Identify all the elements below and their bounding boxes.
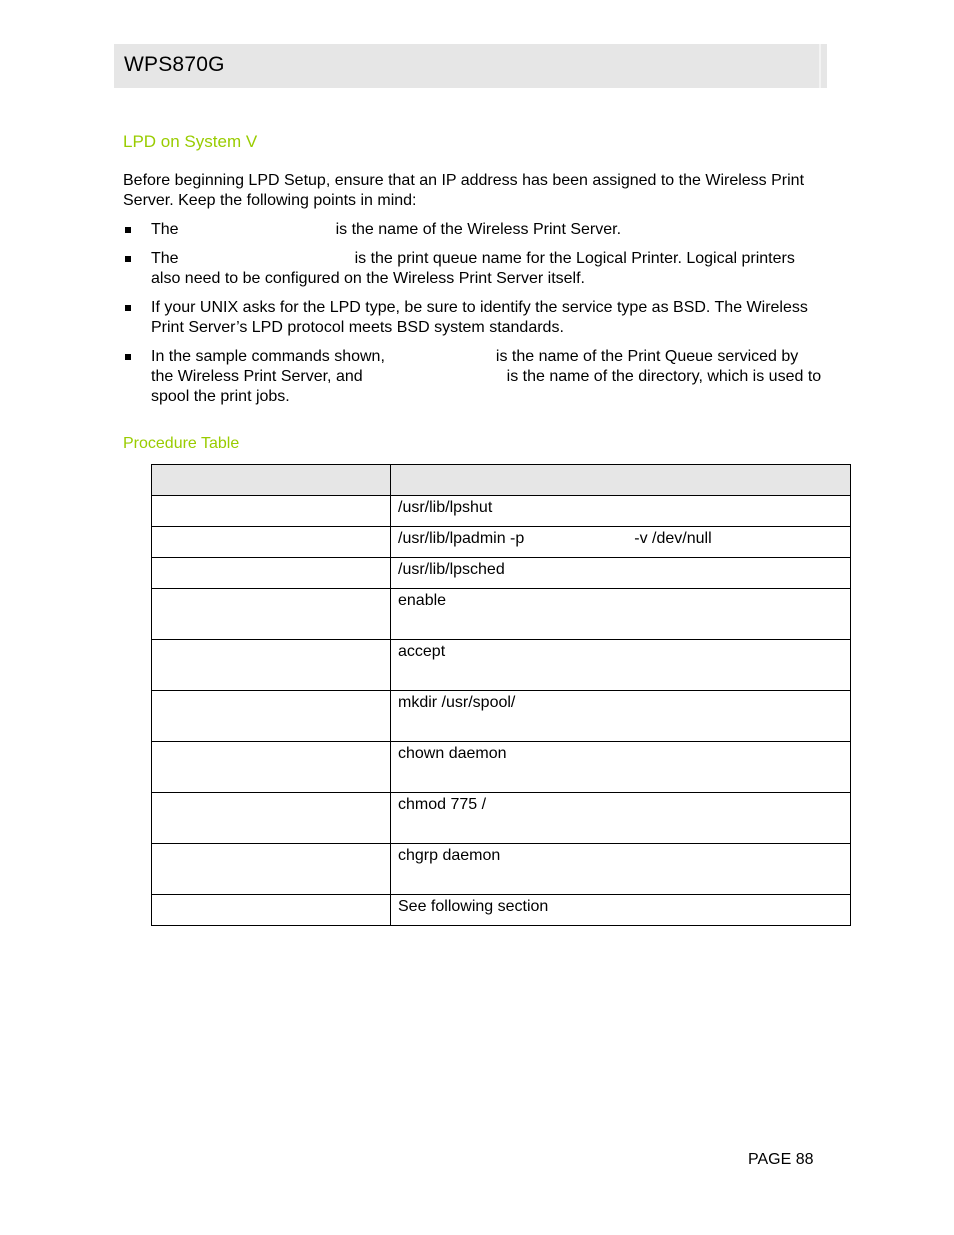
procedure-table [151, 464, 851, 926]
command-cell: /usr/lib/lpsched [391, 558, 851, 589]
table-row [152, 496, 851, 527]
list-item: The is the name of the Wireless Print Server. [123, 220, 823, 240]
command-cell: /usr/lib/lpadmin -p -v /dev/null [391, 527, 851, 558]
step-cell [152, 558, 391, 589]
table-row [152, 742, 851, 793]
command-cell: chmod 775 / [391, 793, 851, 844]
table-row [152, 691, 851, 742]
points-list [123, 220, 823, 416]
list-item: If your UNIX asks for the LPD type, be sure to identify the service type as BSD. The Wireless Print Server’s LPD protocol meets BSD system standards. [123, 298, 823, 338]
bullet-icon [125, 354, 131, 360]
table-header-row [152, 465, 851, 496]
command-cell: See following section [391, 895, 851, 926]
procedure-table-heading: Procedure Table [123, 435, 240, 452]
document-header [114, 44, 827, 88]
column-header-step [152, 465, 391, 496]
bullet-icon [125, 227, 131, 233]
table-row [152, 895, 851, 926]
table-row [152, 640, 851, 691]
list-item: In the sample commands shown, is the name of the Print Queue serviced by the Wireless Print Server, and is the name of the directory, which is used to spool the print jobs. [123, 347, 823, 407]
command-cell: /usr/lib/lpshut [391, 496, 851, 527]
list-item: The is the print queue name for the Logical Printer. Logical printers also need to be configured on the Wireless Print Server itself. [123, 249, 823, 289]
command-cell: accept [391, 640, 851, 691]
document-title: WPS870G [124, 53, 225, 76]
step-cell [152, 527, 391, 558]
table-row [152, 558, 851, 589]
command-cell: chown daemon [391, 742, 851, 793]
header-divider [819, 44, 821, 88]
intro-paragraph: Before beginning LPD Setup, ensure that an IP address has been assigned to the Wireless Print Server. Keep the following points in mind: [123, 172, 805, 209]
step-cell [152, 691, 391, 742]
table-row [152, 844, 851, 895]
step-cell [152, 895, 391, 926]
table-row [152, 527, 851, 558]
section-heading: LPD on System V [123, 132, 258, 151]
table-row [152, 793, 851, 844]
step-cell [152, 742, 391, 793]
step-cell [152, 589, 391, 640]
bullet-icon [125, 256, 131, 262]
bullet-icon [125, 305, 131, 311]
command-cell: mkdir /usr/spool/ [391, 691, 851, 742]
table-row [152, 589, 851, 640]
command-cell: chgrp daemon [391, 844, 851, 895]
step-cell [152, 793, 391, 844]
step-cell [152, 496, 391, 527]
page-number: PAGE 88 [748, 1151, 814, 1168]
column-header-command [391, 465, 851, 496]
command-cell: enable [391, 589, 851, 640]
step-cell [152, 844, 391, 895]
step-cell [152, 640, 391, 691]
